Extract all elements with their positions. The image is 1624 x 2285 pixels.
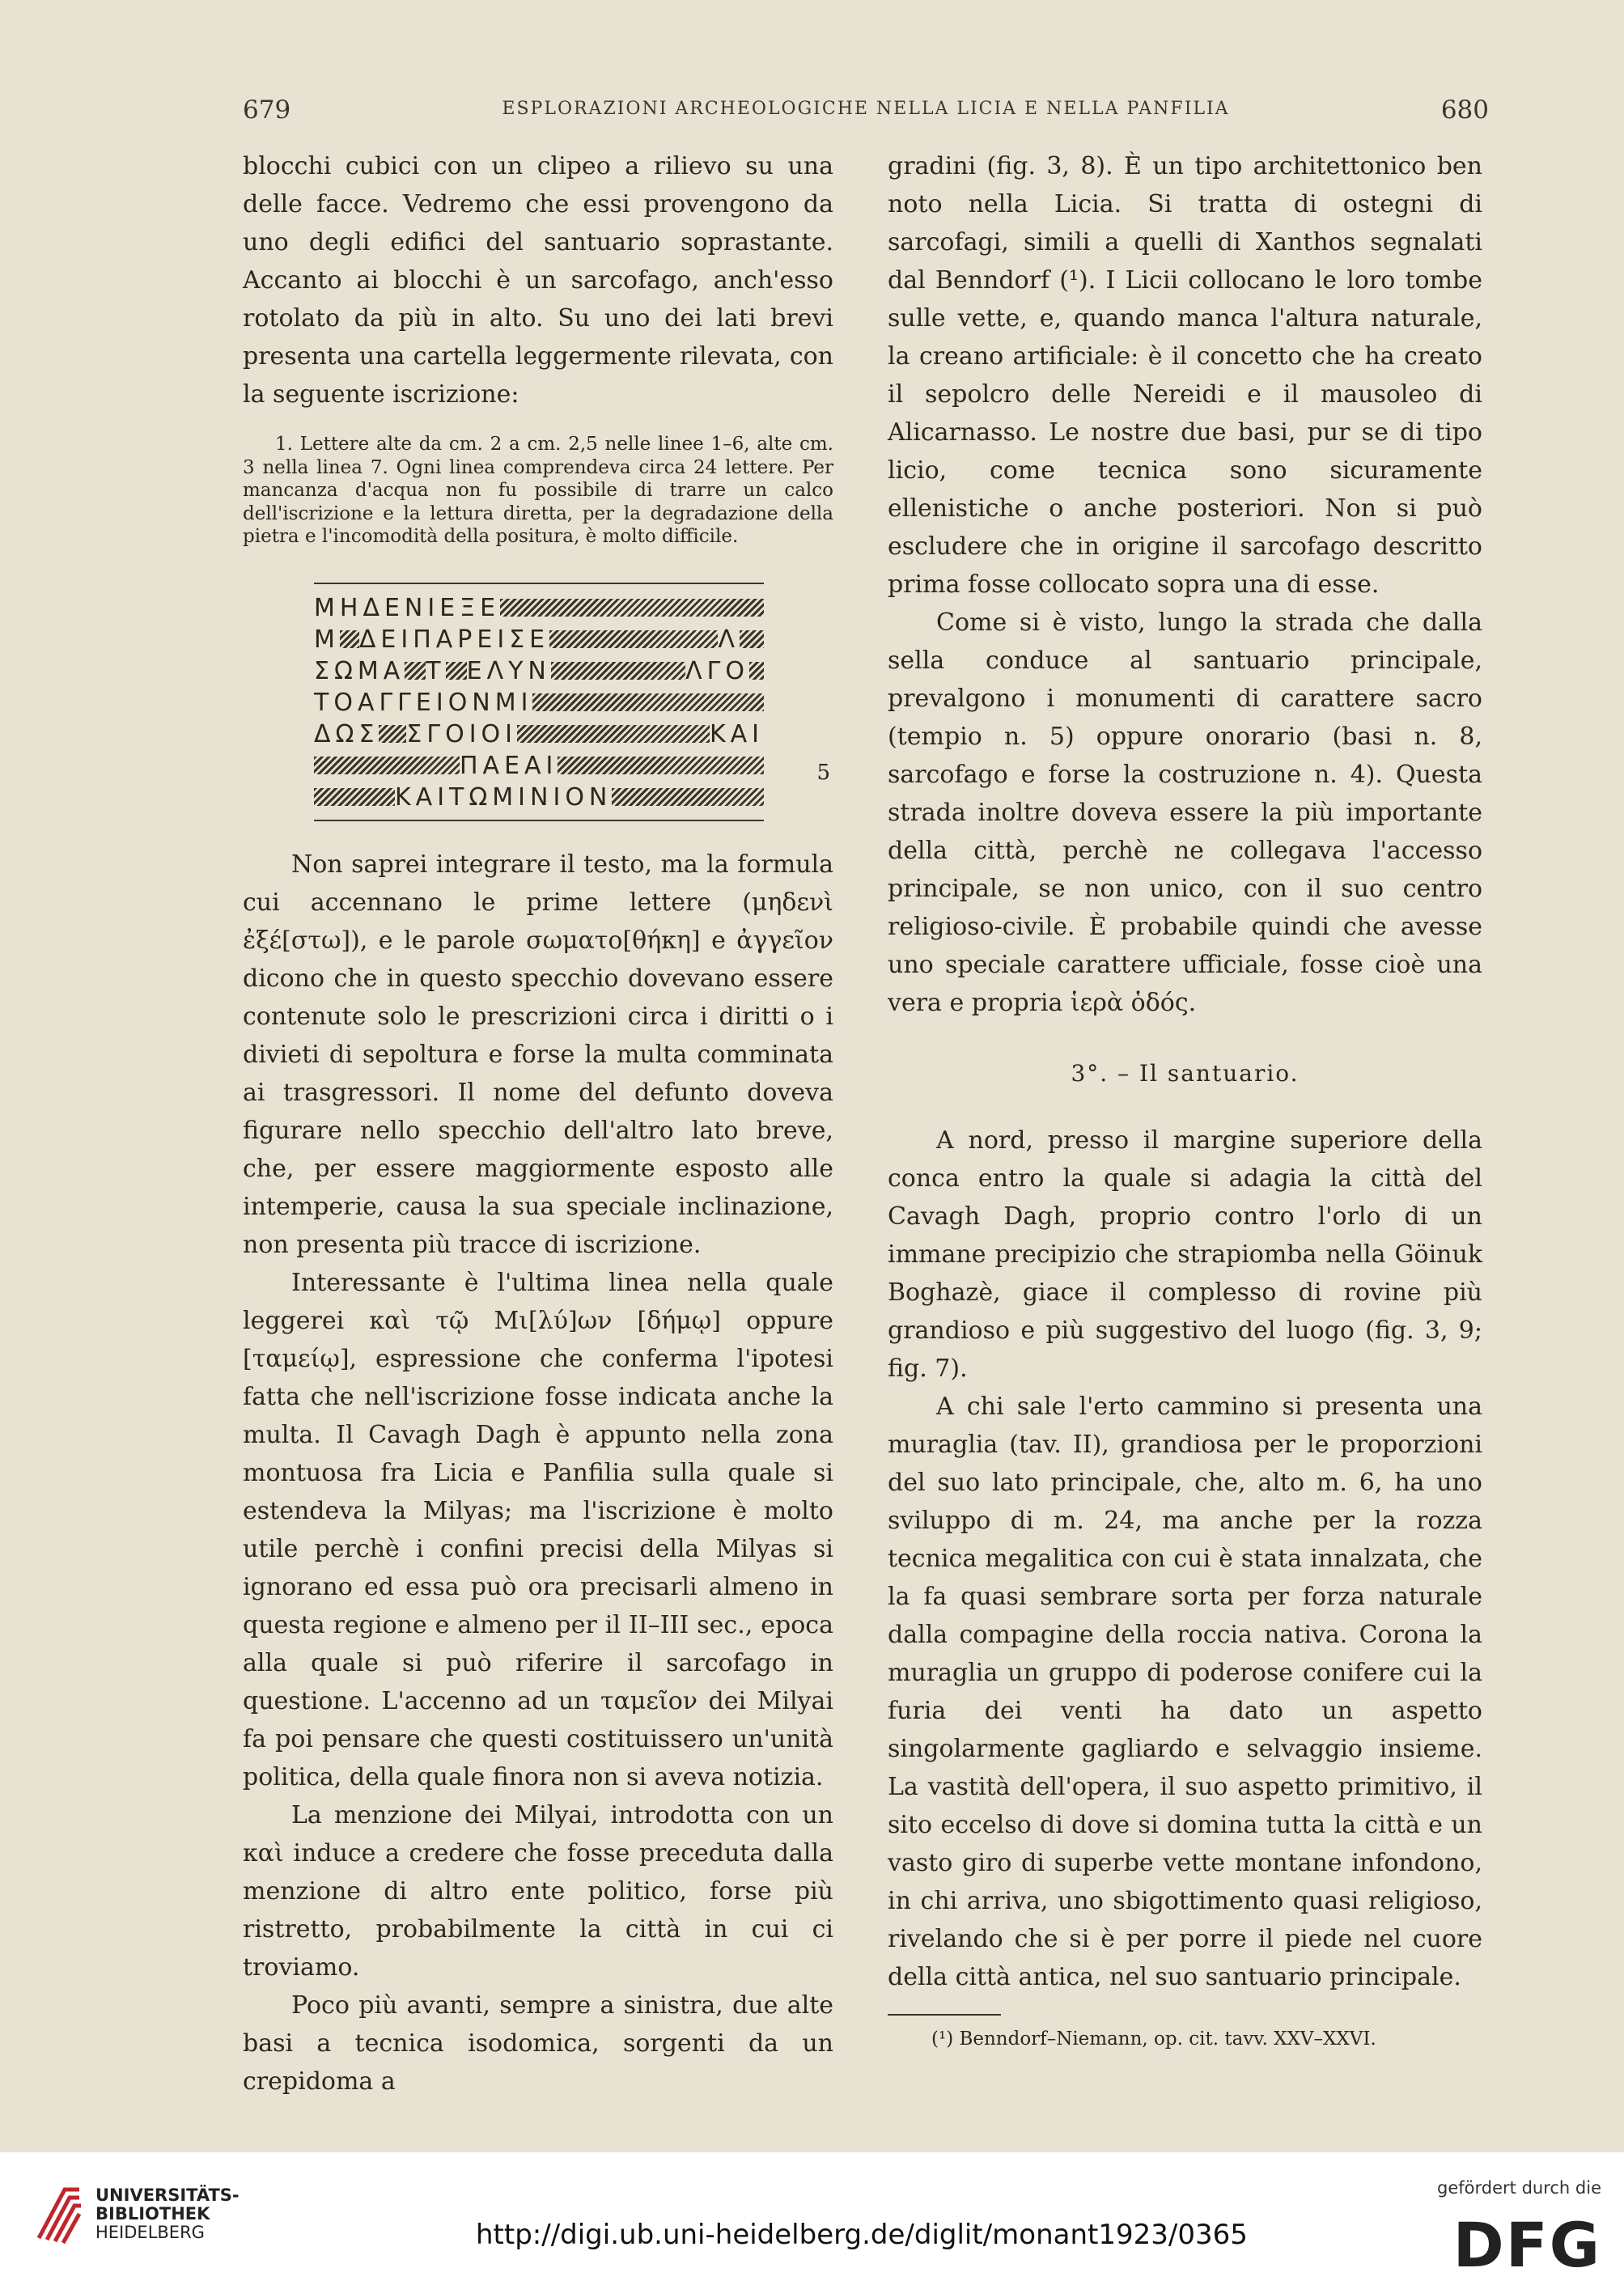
paragraph: gradini (fig. 3, 8). È un tipo architettonico ben noto nella Licia. Si tratta di ostegni di sarcofagi, simili a quelli di Xanthos segnalati dal Benndorf (¹). I Licii collocano le loro tombe sulle vette, e, quando manca l'altura naturale, la creano artificiale: è il concetto che ha creato il sepolcro delle Nereidi e il mausoleo di Alicarnasso. Le nostre due basi, pur se di tipo licio, come tecnica sono sicuramente ellenistiche o anche posteriori. Non si può escludere che in origine il sarcofago descritto prima fosse collocato sopra una di esse. — [888, 152, 1482, 599]
paragraph: Come si è visto, lungo la strada che dalla sella conduce al santuario principale, prevalgono i monumenti di carattere sacro (tempio n. 5) oppure onorario (basi n. 8, sarcofago e forse la costruzione n. 4). Questa strada inoltre doveva essere la più importante della città, perchè ne collegava l'accesso principale, se non unico, con il suo centro religioso-civile. È probabile quindi che avesse uno speciale carattere ufficiale, fosse cioè una vera e propria ἱερὰ ὁδός. — [888, 608, 1482, 1017]
paragraph: blocchi cubici con un clipeo a rilievo su una delle facce. Vedremo che essi provengono da uno degli edifici del santuario soprastante. Accanto ai blocchi è un sarcofago, anch'esso rotolato da più in alto. Su uno dei lati brevi presenta una cartella leggermente rilevata, con la seguente iscrizione: — [243, 152, 833, 409]
page-number-left: 679 — [243, 95, 291, 125]
left-column — [243, 147, 833, 2101]
inscription-line-3: ΣΩΜΑ Τ ΕΛΥΝ ΛΓΟ — [314, 655, 764, 687]
paragraph: Poco più avanti, sempre a sinistra, due alte basi a tecnica isodomica, sorgenti da un crepidoma a — [243, 1990, 833, 2096]
paragraph: La menzione dei Milyai, introdotta con un καὶ induce a credere che fosse preceduta dalla menzione di altro ente politico, forse più ristretto, probabilmente la città in cui ci troviamo. — [243, 1800, 833, 1982]
funding-note: gefördert durch die — [1437, 2178, 1601, 2198]
inscription-line-1: ΜΗΔΕΝΙΕΞΕ — [314, 592, 764, 624]
section-heading: 3°. – Il santuario. — [1071, 1060, 1300, 1087]
page-number-right: 680 — [1440, 95, 1489, 125]
permalink-url[interactable]: http://digi.ub.uni-heidelberg.de/diglit/monant1923/0365 — [476, 2219, 1248, 2251]
inscription-line-5: ΔΩΣ ΣΓΟΙΟΙ ΚΑΙ — [314, 719, 764, 748]
running-title: ESPLORAZIONI ARCHEOLOGICHE NELLA LICIA E NELLA PANFILIA — [502, 99, 1230, 119]
inscription-figure — [314, 583, 830, 821]
inscription-line-7: ΚΑΙΤΩΜΙΝΙΟΝ — [314, 782, 764, 813]
library-logo-icon — [32, 2181, 86, 2249]
library-name: UNIVERSITÄTS- BIBLIOTHEK HEIDELBERG — [95, 2185, 240, 2242]
right-column — [888, 147, 1482, 2051]
inscription-line-number: 5 — [816, 760, 830, 785]
dfg-logo: DFG — [1452, 2209, 1601, 2281]
digitization-footer — [0, 2152, 1624, 2285]
inscription-note: 1. Lettere alte da cm. 2 a cm. 2,5 nelle linee 1–6, alte cm. 3 nella linea 7. Ogni linea comprendeva circa 24 lettere. Per mancanza d'acqua non fu possibile di trarre un calco dell'iscrizione e la lettura diretta, per la degradazione della pietra e l'incomodità della positura, è molto difficile. — [243, 434, 833, 547]
paragraph: Interessante è l'ultima linea nella quale leggerei καὶ τῷ Μι[λύ]ων [δήμῳ] oppure [ταμείῳ], espressione che conferma l'ipotesi fatta che nell'iscrizione fosse indicata anche la multa. Il Cavagh Dagh è appunto nella zona montuosa fra Licia e Panfilia sulla quale si estendeva la Milyas; ma l'iscrizione è molto utile perchè i confini precisi della Milyas si ignorano ed essa può ora precisarli almeno in questa regione e almeno per il II–III sec., epoca alla quale si può riferire il sarcofago in questione. L'accenno ad un ταμεῖον dei Milyai fa poi pensare che questi costituissero un'unità politica, della quale finora non si aveva notizia. — [243, 1268, 833, 1791]
paragraph: A nord, presso il margine superiore della conca entro la quale si adagia la città del Cavagh Dagh, proprio contro l'orlo di un immane precipizio che strapiomba nella Göinuk Boghazè, giace il complesso di rovine più grandioso e più suggestivo del luogo (fig. 3, 9; fig. 7). — [888, 1126, 1482, 1383]
paragraph: A chi sale l'erto cammino si presenta una muraglia (tav. II), grandiosa per le proporzioni del suo lato principale, che, alto m. 6, ha uno sviluppo di m. 24, ma anche per la rozza tecnica megalitica con cui è stata innalzata, che la fa quasi sembrare sorta per forza naturale dalla compagine della roccia nativa. Corona la muraglia un gruppo di poderose conifere cui la furia dei venti ha dato un aspetto singolarmente gagliardo e selvaggio insieme. La vastità dell'opera, il suo aspetto primitivo, il sito eccelso di dove si domina tutta la città e un vasto giro di superbe vette montane infondono, in chi arriva, uno sbigottimento quasi religioso, rivelando che si è per porre il piede nel cuore della città antica, nel suo santuario principale. — [888, 1393, 1482, 1991]
footnote: (¹) Benndorf–Niemann, op. cit. tavv. XXV–XXVI. — [931, 2029, 1376, 2050]
paragraph: Non saprei integrare il testo, ma la formula cui accennano le prime lettere (μηδενὶ ἐξέ[στω]), e le parole σωματο[θήκη] e ἀγγεῖον dicono che in questo specchio dovevano essere contenute solo le prescrizioni circa i diritti o i divieti di sepoltura e forse la multa comminata ai trasgressori. Il nome del defunto doveva figurare nello specchio dell'altro lato breve, che, per essere maggiormente esposto alle intemperie, causa la sua speciale inclinazione, non presenta più tracce di iscrizione. — [243, 850, 833, 1259]
footnote-rule — [888, 2014, 1001, 2016]
inscription-line-6: ΠΑΕΑΙ — [314, 750, 764, 782]
inscription-line-2: Μ ΔΕΙΠΑΡΕΙΣΕ Λ — [314, 624, 764, 655]
inscription-line-4: ΤΟΑΓΓΕΙΟΝΜΙ — [314, 687, 764, 719]
